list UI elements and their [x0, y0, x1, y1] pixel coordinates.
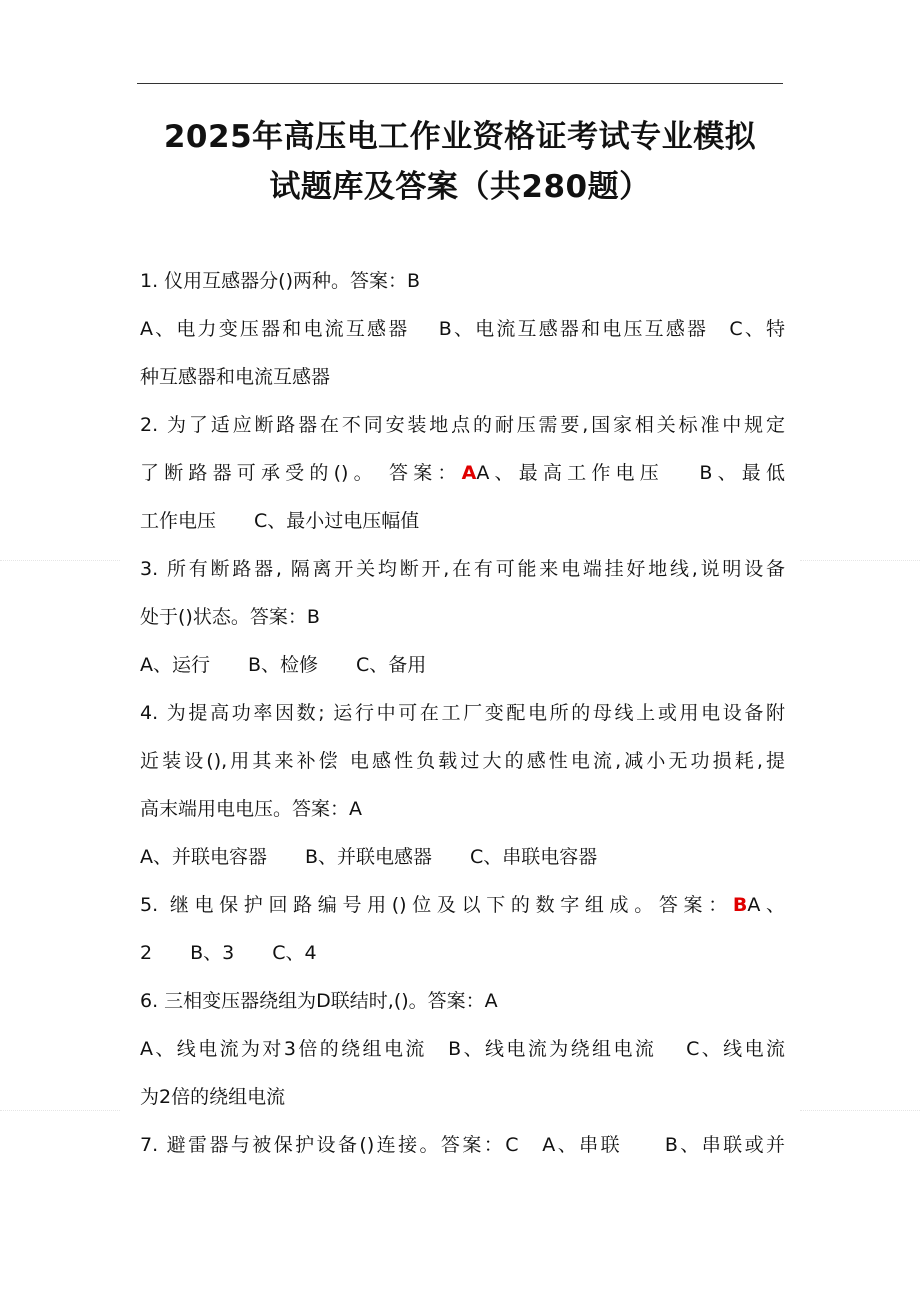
question-5-stem-suffix: A、	[747, 894, 785, 916]
question-3-stem-line-1: 3. 所有断路器, 隔离开关均断开,在有可能来电端挂好地线,说明设备	[140, 558, 785, 580]
document-title	[120, 112, 800, 212]
question-2-stem-line-2	[140, 449, 785, 497]
question-2-answer: A	[461, 462, 477, 484]
question-5-stem-prefix: 5. 继电保护回路编号用()位及以下的数字组成。答案：	[140, 894, 733, 916]
question-2-stem-suffix: A、最高工作电压 B、最低	[476, 462, 785, 484]
question-4-stem-line-1: 4. 为提高功率因数; 运行中可在工厂变配电所的母线上或用电设备附	[140, 702, 785, 724]
margin-dotted-guide	[0, 560, 120, 561]
question-4-options: A、并联电容器 B、并联电感器 C、串联电容器	[140, 846, 598, 868]
question-2-stem-line-1: 2. 为了适应断路器在不同安装地点的耐压需要,国家相关标准中规定	[140, 414, 785, 436]
header-rule	[137, 83, 783, 84]
question-3-stem-line-2: 处于()状态。答案：B	[140, 606, 320, 628]
question-5-answer: B	[732, 894, 748, 916]
question-5-options: 2 B、3 C、4	[140, 942, 317, 964]
question-6-options-line-2: 为2倍的绕组电流	[140, 1086, 286, 1108]
question-5-stem	[140, 881, 785, 929]
question-2-options: 工作电压 C、最小过电压幅值	[140, 510, 420, 532]
margin-dotted-guide	[0, 1110, 120, 1111]
question-4-stem-line-3: 高末端用电电压。答案：A	[140, 798, 362, 820]
margin-dotted-guide	[800, 560, 920, 561]
question-2-stem-prefix: 了断路器可承受的()。 答案：	[140, 462, 462, 484]
question-4-stem-line-2: 近装设(),用其来补偿 电感性负载过大的感性电流,减小无功损耗,提	[140, 750, 785, 772]
question-1-options-line-1: A、电力变压器和电流互感器 B、电流互感器和电压互感器 C、特	[140, 318, 785, 340]
question-3-options: A、运行 B、检修 C、备用	[140, 654, 427, 676]
title-line-1: 2025年高压电工作业资格证考试专业模拟	[163, 119, 757, 155]
question-1-options-line-2: 种互感器和电流互感器	[140, 366, 331, 388]
question-6-stem: 6. 三相变压器绕组为D联结时,()。答案：A	[140, 990, 498, 1012]
question-6-options-line-1: A、线电流为对3倍的绕组电流 B、线电流为绕组电流 C、线电流	[140, 1038, 785, 1060]
question-7-stem-line-1: 7. 避雷器与被保护设备()连接。答案：C A、串联 B、串联或并	[140, 1134, 785, 1156]
title-line-2: 试题库及答案（共280题）	[269, 169, 651, 205]
question-1-stem: 1. 仪用互感器分()两种。答案：B	[140, 270, 421, 292]
margin-dotted-guide	[800, 1110, 920, 1111]
